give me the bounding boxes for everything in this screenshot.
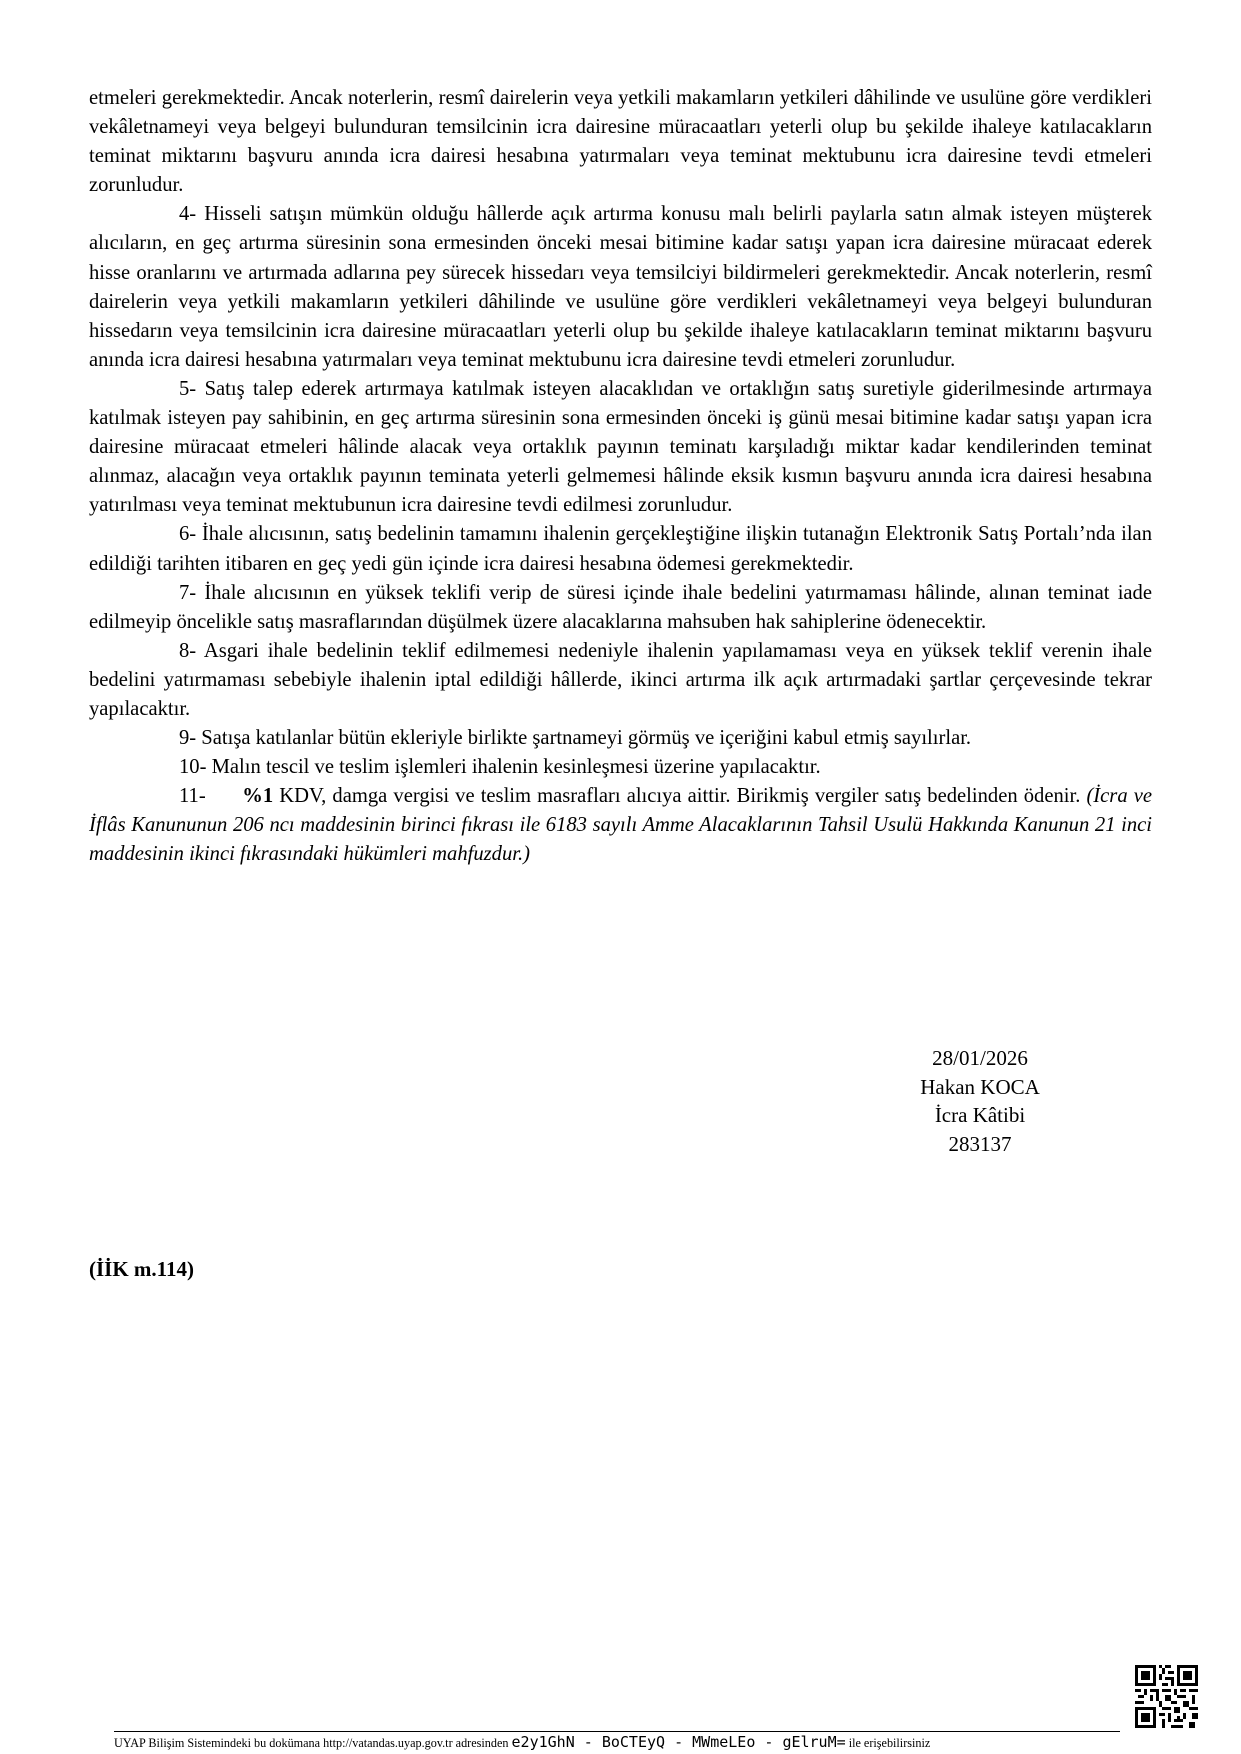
signature-block [880, 1044, 1080, 1158]
paragraph-9: 9- Satışa katılanlar bütün ekleriyle birlikte şartnameyi görmüş ve içeriğini kabul etmiş sayılırlar. [179, 727, 972, 750]
paragraph-4: 4- Hisseli satışın mümkün olduğu hâllerde açık artırma konusu malı belirli paylarla satın almak isteyen müşterek alıcıların, en geç artırma süresinin sona ermesinden önceki mesai bitimine kadar satışı yapan icra dairesine müracaat ederek hisse oranlarını ve artırmada adlarına pey sürecek hissedarı veya temsilciyi bildirmeleri gerekmektedir. Ancak noterlerin, resmî dairelerin veya yetkili makamların yetkileri dâhilinde ve usulüne göre verdikleri vekâletnameyi veya belgeyi bulunduran hissedarın veya temsilcinin icra dairesine müracaatları yeterli olup bu şekilde ihaleye katılacakların teminat miktarını başvuru anında icra dairesi hesabına yatırmaları veya teminat mektubunu icra dairesine tevdi etmeleri zorunludur. [89, 203, 1152, 371]
paragraph-11-number: 11- [179, 785, 206, 808]
paragraph-11-legal-note: (İcra ve İflâs Kanununun 206 ncı maddesinin birinci fıkrası ile 6183 sayılı Amme Alacaklarının Tahsil Usulü Hakkında Kanunun 21 inci maddesinin ikinci fıkrasındaki hükümleri mahfuzdur.) [89, 785, 1152, 866]
footer-prefix: UYAP Bilişim Sistemindeki bu dokümana http://vatandas.uyap.gov.tr adresinden [114, 1736, 509, 1750]
footer-divider [114, 1731, 1120, 1732]
document-body [89, 84, 1152, 870]
signature-title: İcra Kâtibi [934, 1103, 1026, 1127]
document-access-code: e2y1GhN - BoCTEyQ - MWmeLEo - gElruM= [511, 1733, 846, 1751]
signature-name: Hakan KOCA [920, 1074, 1040, 1099]
paragraph-11-text: KDV, damga vergisi ve teslim masrafları alıcıya aittir. Birikmiş vergiler satış bedelinden ödenir. [273, 785, 1087, 808]
footer [114, 1733, 1134, 1752]
paragraph-8: 8- Asgari ihale bedelinin teklif edilmemesi nedeniyle ihalenin yapılamaması veya en yüksek teklif verenin ihale bedelini yatırmaması sebebiyle ihalenin iptal edildiği hâllerde, ikinci artırma ilk açık artırmadaki şartlar çerçevesinde tekrar yapılacaktır. [89, 639, 1152, 720]
signature-date: 28/01/2026 [932, 1046, 1028, 1070]
paragraph-7: 7- İhale alıcısının en yüksek teklifi verip de süresi içinde ihale bedelini yatırmaması hâlinde, alınan teminat iade edilmeyip öncelikle satış masraflarından düşülmek üzere alacaklarına mahsuben hak sahiplerine ödenecektir. [89, 581, 1152, 633]
paragraph-3-continuation: etmeleri gerekmektedir. Ancak noterlerin, resmî dairelerin veya yetkili makamların yetkileri dâhilinde ve usulüne göre verdikleri vekâletnameyi veya belgeyi bulunduran temsilcinin icra dairesine müracaatları yeterli olup bu şekilde ihaleye katılacakların teminat miktarını başvuru anında icra dairesi hesabına yatırmaları veya teminat mektubunu icra dairesine tevdi etmeleri zorunludur. [89, 87, 1152, 197]
vat-rate: %1 [242, 785, 274, 808]
paragraph-5: 5- Satış talep ederek artırmaya katılmak isteyen alacaklıdan ve ortaklığın satış suretiyle giderilmesinde artırmaya katılmak isteyen pay sahibinin, en geç artırma süresinin sona ermesinden önceki iş günü mesai bitimine kadar satışı yapan icra dairesine müracaat etmeleri hâlinde alacak veya ortaklık payının teminatı karşıladığı miktar kadar kendilerinden teminat alınmaz, alacağın veya ortaklık payının teminata yeterli gelmemesi hâlinde eksik kısmın başvuru anında icra dairesi hesabına yatırılması veya teminat mektubunun icra dairesine tevdi edilmesi zorunludur. [89, 377, 1152, 517]
paragraph-10: 10- Malın tescil ve teslim işlemleri ihalenin kesinleşmesi üzerine yapılacaktır. [179, 756, 821, 779]
footer-suffix: ile erişebilirsiniz [848, 1736, 931, 1750]
paragraph-11 [89, 782, 1152, 869]
signature-number: 283137 [948, 1131, 1012, 1156]
qr-code-icon [1135, 1665, 1198, 1728]
paragraph-6: 6- İhale alıcısının, satış bedelinin tamamını ihalenin gerçekleştiğine ilişkin tutanağın Elektronik Satış Portalı’nda ilan edildiği tarihten itibaren en geç yedi gün içinde icra dairesi hesabına ödemesi gerekmektedir. [89, 523, 1152, 575]
law-reference: (İİK m.114) [89, 1257, 194, 1281]
